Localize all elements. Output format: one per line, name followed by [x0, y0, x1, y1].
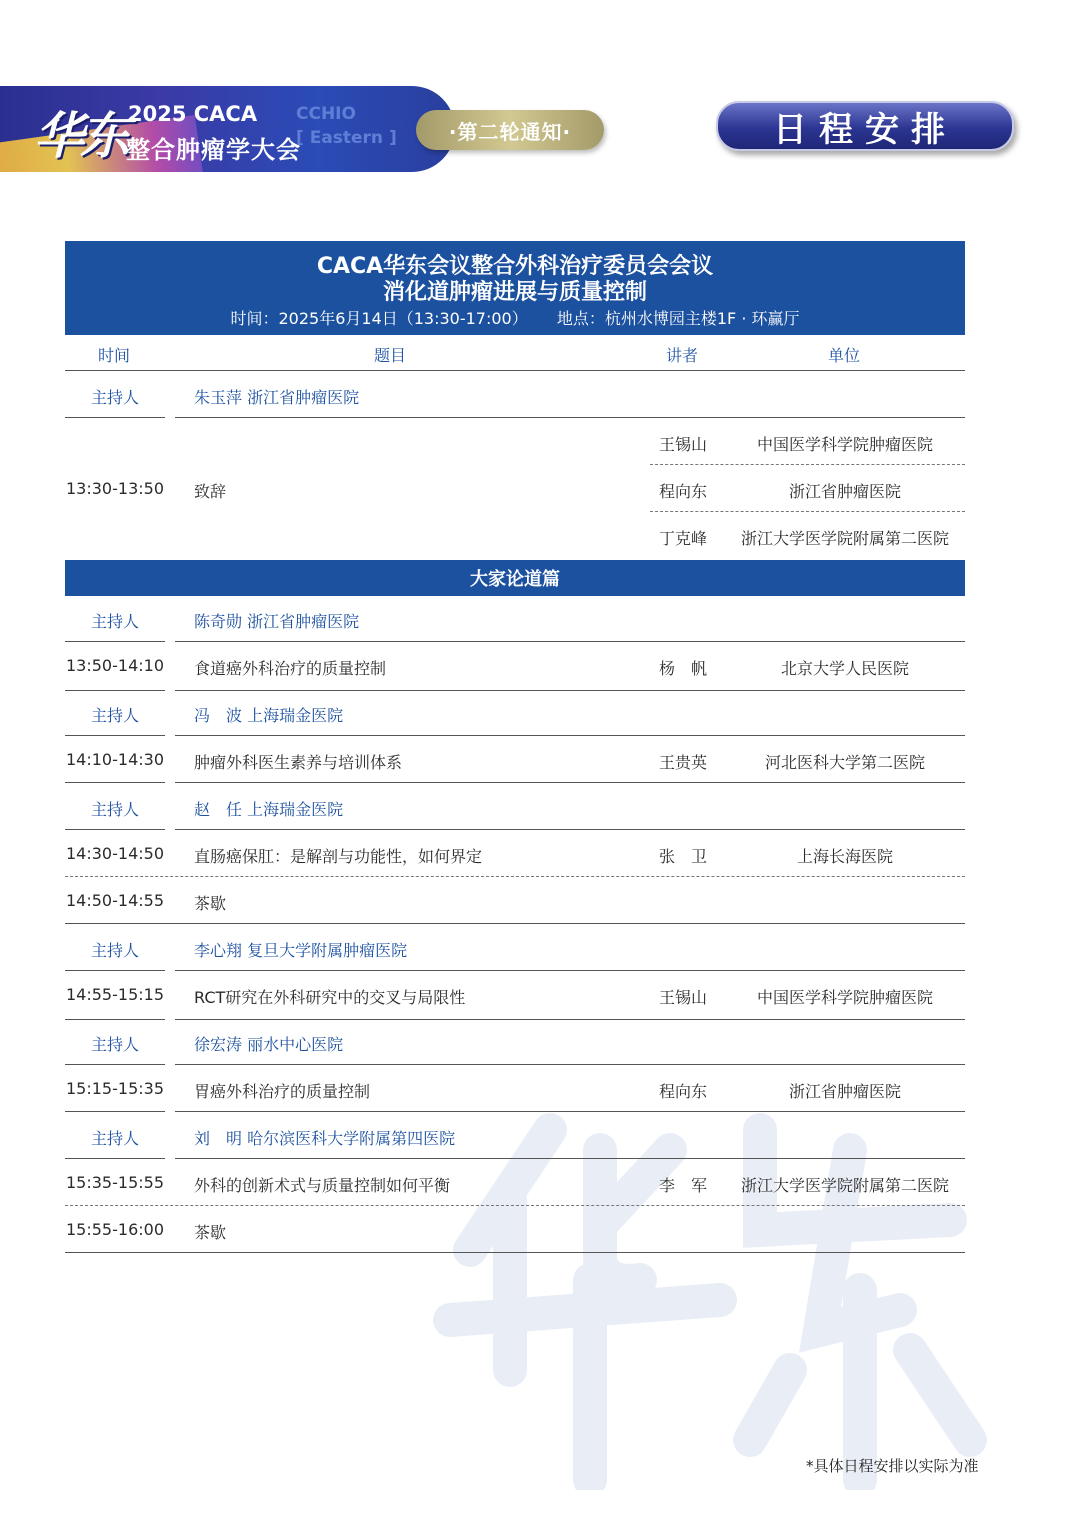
talk-topic: RCT研究在外科研究中的交叉与局限性	[194, 988, 466, 1007]
row-divider	[65, 417, 165, 418]
host-name: 赵 任 上海瑞金医院	[194, 800, 344, 819]
host-label: 主持人	[91, 1035, 140, 1054]
row-divider	[65, 1019, 165, 1020]
row-divider	[175, 829, 965, 830]
talk-time: 14:10-14:30	[66, 750, 164, 769]
row-divider-dashed	[65, 1205, 965, 1206]
break-time: 15:55-16:00	[66, 1220, 164, 1239]
footnote: *具体日程安排以实际为准	[806, 1457, 979, 1475]
row-divider	[65, 690, 165, 691]
host-name: 陈奇勋 浙江省肿瘤医院	[194, 612, 360, 631]
talk-unit: 河北医科大学第二医院	[764, 753, 925, 772]
row-divider	[65, 735, 165, 736]
session-time: 时间：2025年6月14日（13:30-17:00）	[230, 309, 528, 328]
host-label: 主持人	[91, 612, 140, 631]
opening-unit-1: 中国医学科学院肿瘤医院	[756, 435, 933, 454]
row-divider	[65, 782, 165, 783]
opening-unit-2: 浙江省肿瘤医院	[788, 482, 901, 501]
talk-time: 14:30-14:50	[66, 844, 164, 863]
host-label: 主持人	[91, 800, 140, 819]
talk-time: 13:50-14:10	[66, 656, 164, 675]
watermark-huadong	[430, 1110, 990, 1490]
row-divider	[65, 1064, 165, 1065]
banner-cchio: CCHIO	[296, 104, 356, 124]
talk-unit: 北京大学人民医院	[780, 659, 909, 678]
talk-topic: 外科的创新术式与质量控制如何平衡	[194, 1176, 451, 1195]
schedule-badge: 日程安排	[716, 101, 1014, 151]
conference-banner	[0, 86, 455, 172]
row-divider	[65, 1158, 165, 1159]
talk-unit: 浙江大学医学院附属第二医院	[740, 1176, 949, 1195]
row-divider	[175, 1064, 965, 1065]
row-divider	[175, 1111, 965, 1112]
talk-unit: 中国医学科学院肿瘤医院	[756, 988, 933, 1007]
talk-topic: 直肠癌保肛：是解剖与功能性，如何界定	[194, 847, 483, 866]
session-title-line2: 消化道肿瘤进展与质量控制	[382, 280, 647, 305]
opening-unit-3: 浙江大学医学院附属第二医院	[740, 529, 949, 548]
break-label: 茶歇	[194, 894, 227, 913]
banner-eastern: [ Eastern ]	[296, 128, 397, 148]
talk-speaker: 张 卫	[659, 847, 708, 866]
talk-time: 15:35-15:55	[66, 1173, 164, 1192]
host-name: 李心翔 复旦大学附属肿瘤医院	[194, 941, 408, 960]
row-divider	[175, 970, 965, 971]
header-divider	[65, 370, 965, 371]
banner-conference-name: 整合肿瘤学大会	[126, 135, 301, 164]
row-divider	[65, 1111, 165, 1112]
row-divider	[65, 970, 165, 971]
talk-unit: 上海长海医院	[796, 847, 893, 866]
session-place: 地点：杭州水博园主楼1F · 环赢厅	[556, 309, 800, 328]
column-header-time: 时间	[98, 346, 131, 365]
notice-badge: ·第二轮通知·	[416, 110, 604, 150]
opening-time: 13:30-13:50	[66, 479, 164, 498]
opening-host-name: 朱玉萍 浙江省肿瘤医院	[194, 388, 360, 407]
talk-topic: 胃癌外科治疗的质量控制	[194, 1082, 371, 1101]
break-label: 茶歇	[194, 1223, 227, 1242]
row-divider	[175, 690, 965, 691]
host-label: 主持人	[91, 941, 140, 960]
row-divider-dashed	[65, 876, 965, 877]
banner-year: 2025 CACA	[128, 102, 258, 126]
opening-speaker-3: 丁克峰	[659, 529, 708, 548]
row-divider	[175, 782, 965, 783]
table-bottom-line	[65, 1252, 965, 1253]
talk-speaker: 李 军	[659, 1176, 708, 1195]
host-name: 冯 波 上海瑞金医院	[194, 706, 344, 725]
row-divider	[65, 923, 965, 924]
column-header-speaker: 讲者	[666, 346, 699, 365]
row-divider	[175, 1158, 965, 1159]
break-time: 14:50-14:55	[66, 891, 164, 910]
talk-topic: 食道癌外科治疗的质量控制	[194, 659, 387, 678]
opening-speaker-1: 王锡山	[659, 435, 708, 454]
column-header-unit: 单位	[828, 346, 861, 365]
speaker-divider	[650, 511, 965, 512]
logo-text: 华东	[34, 106, 126, 165]
column-header-topic: 题目	[374, 346, 407, 365]
talk-topic: 肿瘤外科医生素养与培训体系	[194, 753, 403, 772]
talk-time: 14:55-15:15	[66, 985, 164, 1004]
opening-topic: 致辞	[194, 482, 227, 501]
opening-speaker-2: 程向东	[659, 482, 708, 501]
session-time-place	[65, 306, 965, 329]
talk-time: 15:15-15:35	[66, 1079, 164, 1098]
row-divider	[65, 641, 165, 642]
talk-speaker: 王锡山	[659, 988, 708, 1007]
row-divider	[175, 641, 965, 642]
row-divider	[175, 735, 965, 736]
section-title-bar: 大家论道篇	[65, 560, 965, 596]
row-divider	[65, 829, 165, 830]
host-name: 刘 明 哈尔滨医科大学附属第四医院	[194, 1129, 456, 1148]
row-divider	[175, 1019, 965, 1020]
host-label: 主持人	[91, 1129, 140, 1148]
talk-speaker: 杨 帆	[659, 659, 708, 678]
session-title-box	[65, 241, 965, 335]
host-label: 主持人	[91, 706, 140, 725]
opening-host-label: 主持人	[91, 388, 140, 407]
session-title-line1: CACA华东会议整合外科治疗委员会会议	[316, 254, 714, 279]
speaker-divider	[650, 464, 965, 465]
talk-speaker: 王贵英	[659, 753, 708, 772]
host-name: 徐宏涛 丽水中心医院	[194, 1035, 344, 1054]
talk-speaker: 程向东	[659, 1082, 708, 1101]
row-divider	[175, 417, 965, 418]
talk-unit: 浙江省肿瘤医院	[788, 1082, 901, 1101]
